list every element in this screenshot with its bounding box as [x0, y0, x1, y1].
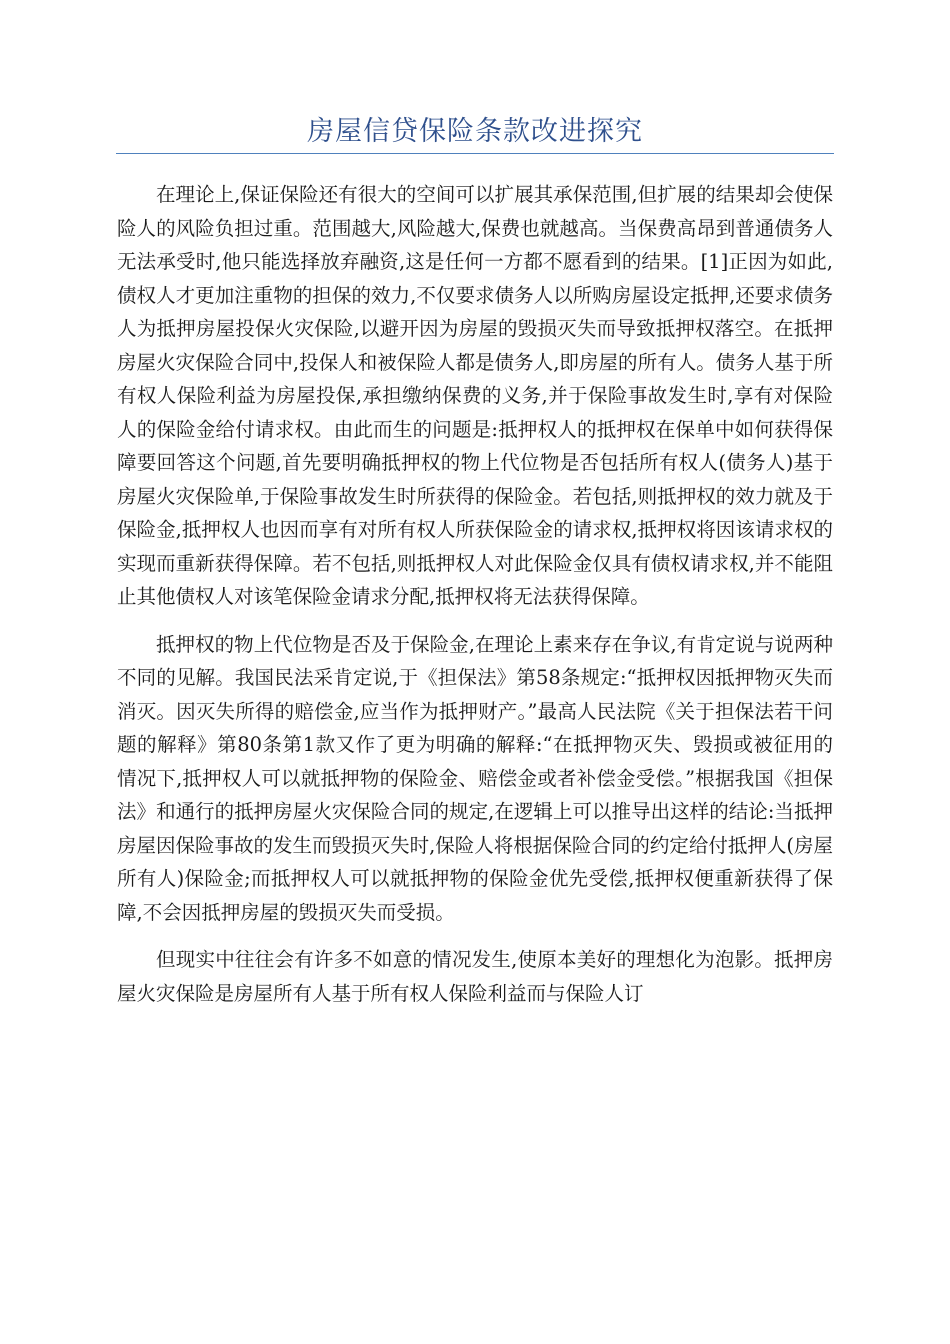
- document-body: [117, 178, 833, 1024]
- paragraph: 抵押权的物上代位物是否及于保险金,在理论上素来存在争议,有肯定说与说两种不同的见解。我国民法采肯定说,于《担保法》第58条规定:“抵押权因抵押物灭失而消灭。因灭失所得的赔偿金,应当作为抵押财产。”最高人民法院《关于担保法若干问题的解释》第80条第1款又作了更为明确的解释:“在抵押物灭失、毁损或被征用的情况下,抵押权人可以就抵押物的保险金、赔偿金或者补偿金受偿。”根据我国《担保法》和通行的抵押房屋火灾保险合同的规定,在逻辑上可以推导出这样的结论:当抵押房屋因保险事故的发生而毁损灭失时,保险人将根据保险合同的约定给付抵押人(房屋所有人)保险金;而抵押权人可以就抵押物的保险金优先受偿,抵押权便重新获得了保障,不会因抵押房屋的毁损灭失而受损。: [117, 632, 833, 924]
- title-underline: [116, 153, 834, 154]
- paragraph: 但现实中往往会有许多不如意的情况发生,使原本美好的理想化为泡影。抵押房屋火灾保险是房屋所有人基于所有权人保险利益而与保险人订: [117, 948, 833, 1005]
- paragraph: 在理论上,保证保险还有很大的空间可以扩展其承保范围,但扩展的结果却会使保险人的风险负担过重。范围越大,风险越大,保费也就越高。当保费高昂到普通债务人无法承受时,他只能选择放弃融资,这是任何一方都不愿看到的结果。[1]正因为如此,债权人才更加注重物的担保的效力,不仅要求债务人以所购房屋设定抵押,还要求债务人为抵押房屋投保火灾保险,以避开因为房屋的毁损灭失而导致抵押权落空。在抵押房屋火灾保险合同中,投保人和被保险人都是债务人,即房屋的所有人。债务人基于所有权人保险利益为房屋投保,承担缴纳保费的义务,并于保险事故发生时,享有对保险人的保险金给付请求权。由此而生的问题是:抵押权人的抵押权在保单中如何获得保障要回答这个问题,首先要明确抵押权的物上代位物是否包括所有权人(债务人)基于房屋火灾保险单,于保险事故发生时所获得的保险金。若包括,则抵押权的效力就及于保险金,抵押权人也因而享有对所有权人所获保险金的请求权,抵押权将因该请求权的实现而重新获得保障。若不包括,则抵押权人对此保险金仅具有债权请求权,并不能阻止其他债权人对该笔保险金请求分配,抵押权将无法获得保障。: [117, 183, 833, 608]
- document-title: 房屋信贷保险条款改进探究: [307, 116, 643, 147]
